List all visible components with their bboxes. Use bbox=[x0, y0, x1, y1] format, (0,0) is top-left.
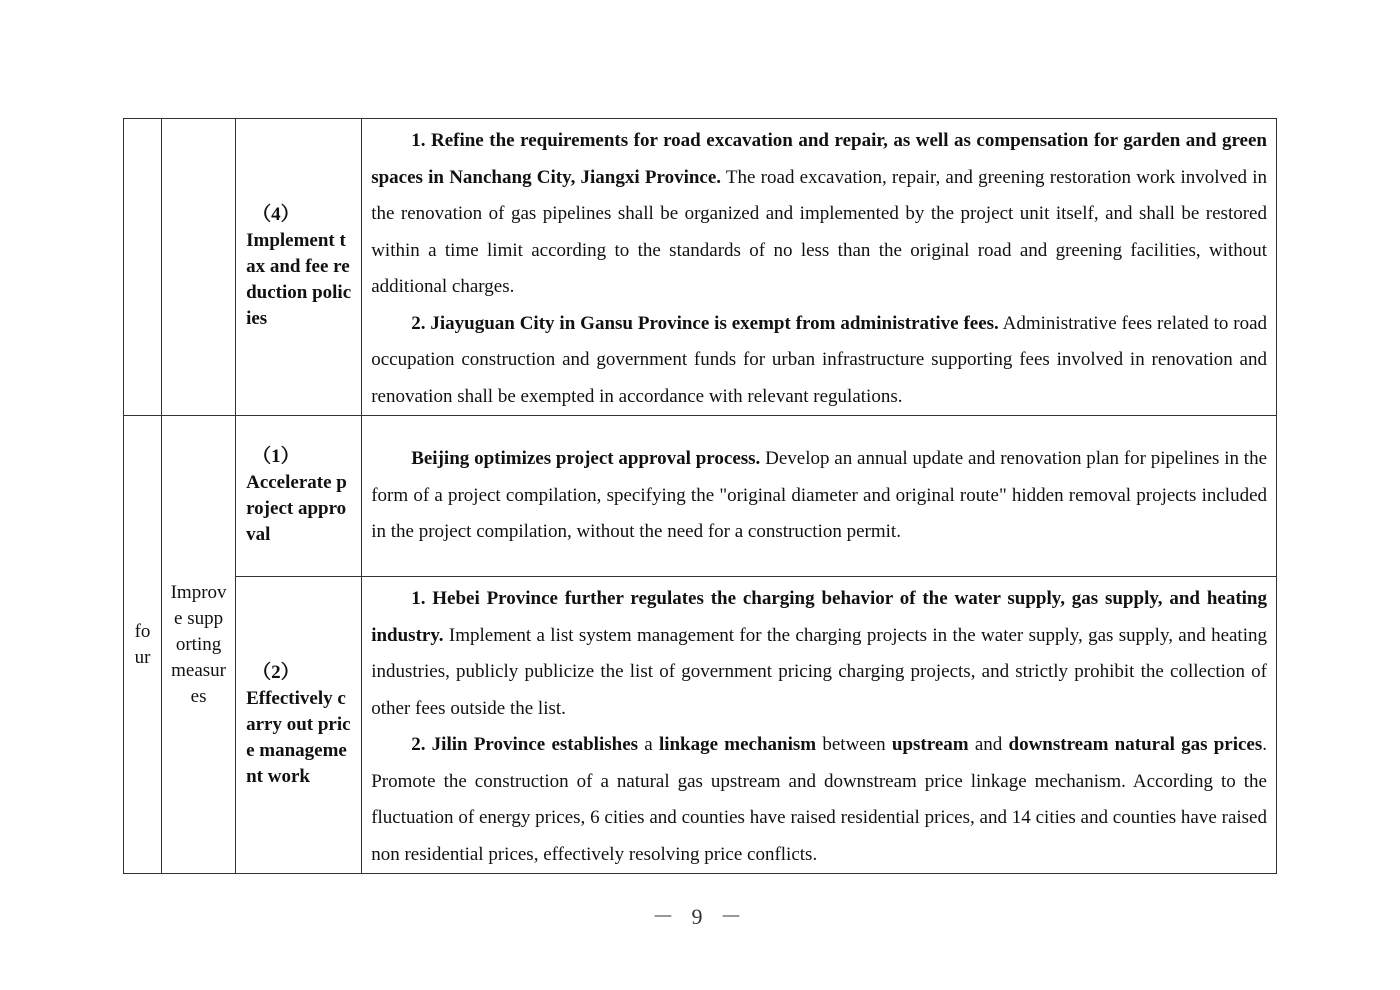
content-paragraph bbox=[371, 441, 1267, 551]
paragraph-text: . Promote the construction of a natural gas upstream and downstream price linkage mechanism. According to the fluctuation of energy prices, 6 cities and counties have raised residential prices, and 14 cities and counties have raised non residential prices, effectively resolving price conflicts. bbox=[371, 734, 1267, 865]
paragraph-heading: 1. Hebei Province further regulates the charging behavior of the water supply, gas supply, and heating industry. bbox=[371, 588, 1267, 646]
table-row bbox=[124, 577, 1277, 874]
subsection-number: （4） bbox=[252, 204, 300, 225]
content-paragraph bbox=[371, 123, 1267, 306]
paragraph-text: between bbox=[816, 734, 892, 755]
subsection-cell bbox=[236, 119, 362, 416]
paragraph-text: The road excavation, repair, and greening restoration work involved in the renovation of gas pipelines shall be organized and implemented by the project unit itself, and shall be restored within a time limit according to the standards of no less than the original road and greening facilities, without additional charges. bbox=[371, 166, 1268, 297]
paragraph-emphasis: upstream bbox=[891, 734, 969, 755]
table-row bbox=[124, 119, 1277, 416]
subsection-cell bbox=[236, 577, 362, 874]
subsection-cell bbox=[236, 416, 362, 577]
paragraph-emphasis: linkage mechanism bbox=[658, 734, 817, 755]
paragraph-heading: 2. Jiayuguan City in Gansu Province is exempt from administrative fees. bbox=[411, 312, 999, 334]
content-paragraph bbox=[371, 727, 1267, 873]
category-label: Improve supporting measures bbox=[170, 581, 227, 707]
content-cell bbox=[362, 119, 1277, 416]
paragraph-text: Implement a list system management for the charging projects in the water supply, gas supply, and heating industries, publicly publicize the list of government pricing charging projects, and strictly prohibit the collection of other fees outside the list. bbox=[371, 624, 1267, 719]
subsection-title: Accelerate project approval bbox=[246, 472, 347, 545]
table-row bbox=[124, 416, 1277, 577]
category-cell bbox=[162, 416, 236, 874]
paragraph-heading: Beijing optimizes project approval process. bbox=[411, 448, 761, 470]
content-cell bbox=[362, 416, 1277, 577]
paragraph-text: Develop an annual update and renovation plan for pipelines in the form of a project compilation, specifying the "original diameter and original route" hidden removal projects included in the project compilation, without the need for a construction permit. bbox=[371, 448, 1267, 543]
paragraph-emphasis: downstream natural gas prices bbox=[1008, 734, 1263, 755]
section-number-cell-empty bbox=[124, 119, 162, 416]
subsection-number: （2） bbox=[252, 662, 300, 683]
category-cell-empty bbox=[162, 119, 236, 416]
paragraph-heading: 2. Jilin Province establishes bbox=[411, 734, 639, 755]
subsection-title: Effectively carry out price management work bbox=[246, 688, 351, 787]
section-number-cell bbox=[124, 416, 162, 874]
paragraph-text: Administrative fees related to road occupation construction and government funds for urban infrastructure supporting fees involved in renovation and renovation shall be exempted in accordance with relevant regulations. bbox=[371, 312, 1267, 407]
paragraph-text: and bbox=[968, 734, 1009, 755]
subsection-number: （1） bbox=[252, 446, 300, 467]
content-cell bbox=[362, 577, 1277, 874]
policy-table bbox=[123, 118, 1277, 874]
content-paragraph bbox=[371, 581, 1267, 727]
page-number: － 9 － bbox=[651, 904, 748, 929]
section-number: four bbox=[134, 620, 151, 668]
subsection-title: Implement tax and fee reduction policies bbox=[246, 230, 352, 329]
paragraph-text: a bbox=[638, 734, 659, 755]
paragraph-heading: 1. Refine the requirements for road excavation and repair, as well as compensation for garden and green spaces in Nanchang City, Jiangxi Province. bbox=[371, 130, 1267, 188]
content-paragraph bbox=[371, 306, 1267, 416]
